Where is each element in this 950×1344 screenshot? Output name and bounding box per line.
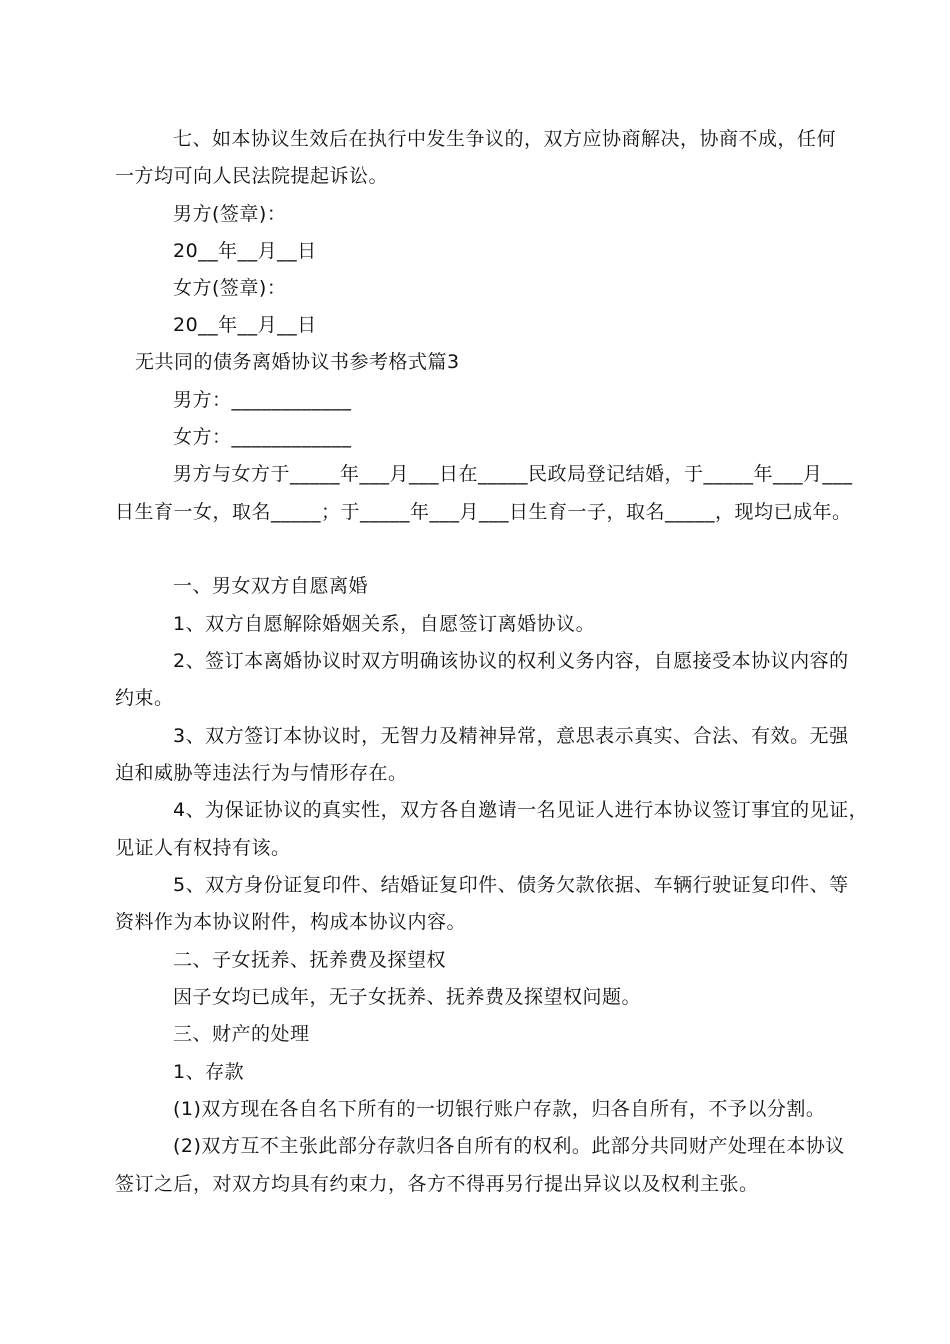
item-2-line-1: 2、签订本离婚协议时双方明确该协议的权利义务内容，自愿接受本协议内容的 xyxy=(173,650,849,672)
section-title: 无共同的债务离婚协议书参考格式篇3 xyxy=(135,351,460,373)
male-party-field: 男方：____________ xyxy=(173,389,352,411)
property-item-deposits: 1、存款 xyxy=(173,1061,245,1083)
heading-voluntary-divorce: 一、男女双方自愿离婚 xyxy=(173,575,369,597)
item-1: 1、双方自愿解除婚姻关系，自愿签订离婚协议。 xyxy=(173,613,596,635)
male-signature-date: 20__年__月__日 xyxy=(173,240,317,262)
clause-7-line-1: 七、如本协议生效后在执行中发生争议的，双方应协商解决，协商不成，任何 xyxy=(173,128,837,150)
child-support-text: 因子女均已成年，无子女抚养、抚养费及探望权问题。 xyxy=(173,986,642,1008)
item-5-line-2: 资料作为本协议附件，构成本协议内容。 xyxy=(115,911,467,933)
deposits-clause-2-line-1: (2)双方互不主张此部分存款归各自所有的权利。此部分共同财产处理在本协议 xyxy=(173,1135,845,1157)
marriage-info-line-2: 日生育一女，取名_____；于_____年___月___日生育一子，取名_____，现均已成年。 xyxy=(115,501,852,523)
male-signature-label: 男方(签章)： xyxy=(173,203,287,225)
deposits-clause-2-line-2: 签订之后，对双方均具有约束力，各方不得再另行提出异议以及权利主张。 xyxy=(115,1173,759,1195)
female-party-field: 女方：____________ xyxy=(173,426,352,448)
heading-child-support: 二、子女抚养、抚养费及探望权 xyxy=(173,949,447,971)
deposits-clause-1: (1)双方现在各自名下所有的一切银行账户存款，归各自所有，不予以分割。 xyxy=(173,1098,826,1120)
item-4-line-2: 见证人有权持有该。 xyxy=(115,837,291,859)
item-3-line-2: 迫和威胁等违法行为与情形存在。 xyxy=(115,762,408,784)
marriage-info-line-1: 男方与女方于_____年___月___日在_____民政局登记结婚，于_____年___月___ xyxy=(173,463,853,485)
item-4-line-1: 4、为保证协议的真实性，双方各自邀请一名见证人进行本协议签订事宜的见证， xyxy=(173,799,869,821)
clause-7-line-2: 一方均可向人民法院提起诉讼。 xyxy=(115,165,389,187)
item-3-line-1: 3、双方签订本协议时，无智力及精神异常，意思表示真实、合法、有效。无强 xyxy=(173,725,849,747)
item-2-line-2: 约束。 xyxy=(115,687,174,709)
item-5-line-1: 5、双方身份证复印件、结婚证复印件、债务欠款依据、车辆行驶证复印件、等 xyxy=(173,874,849,896)
heading-property: 三、财产的处理 xyxy=(173,1023,310,1045)
female-signature-label: 女方(签章)： xyxy=(173,277,287,299)
female-signature-date: 20__年__月__日 xyxy=(173,314,317,336)
